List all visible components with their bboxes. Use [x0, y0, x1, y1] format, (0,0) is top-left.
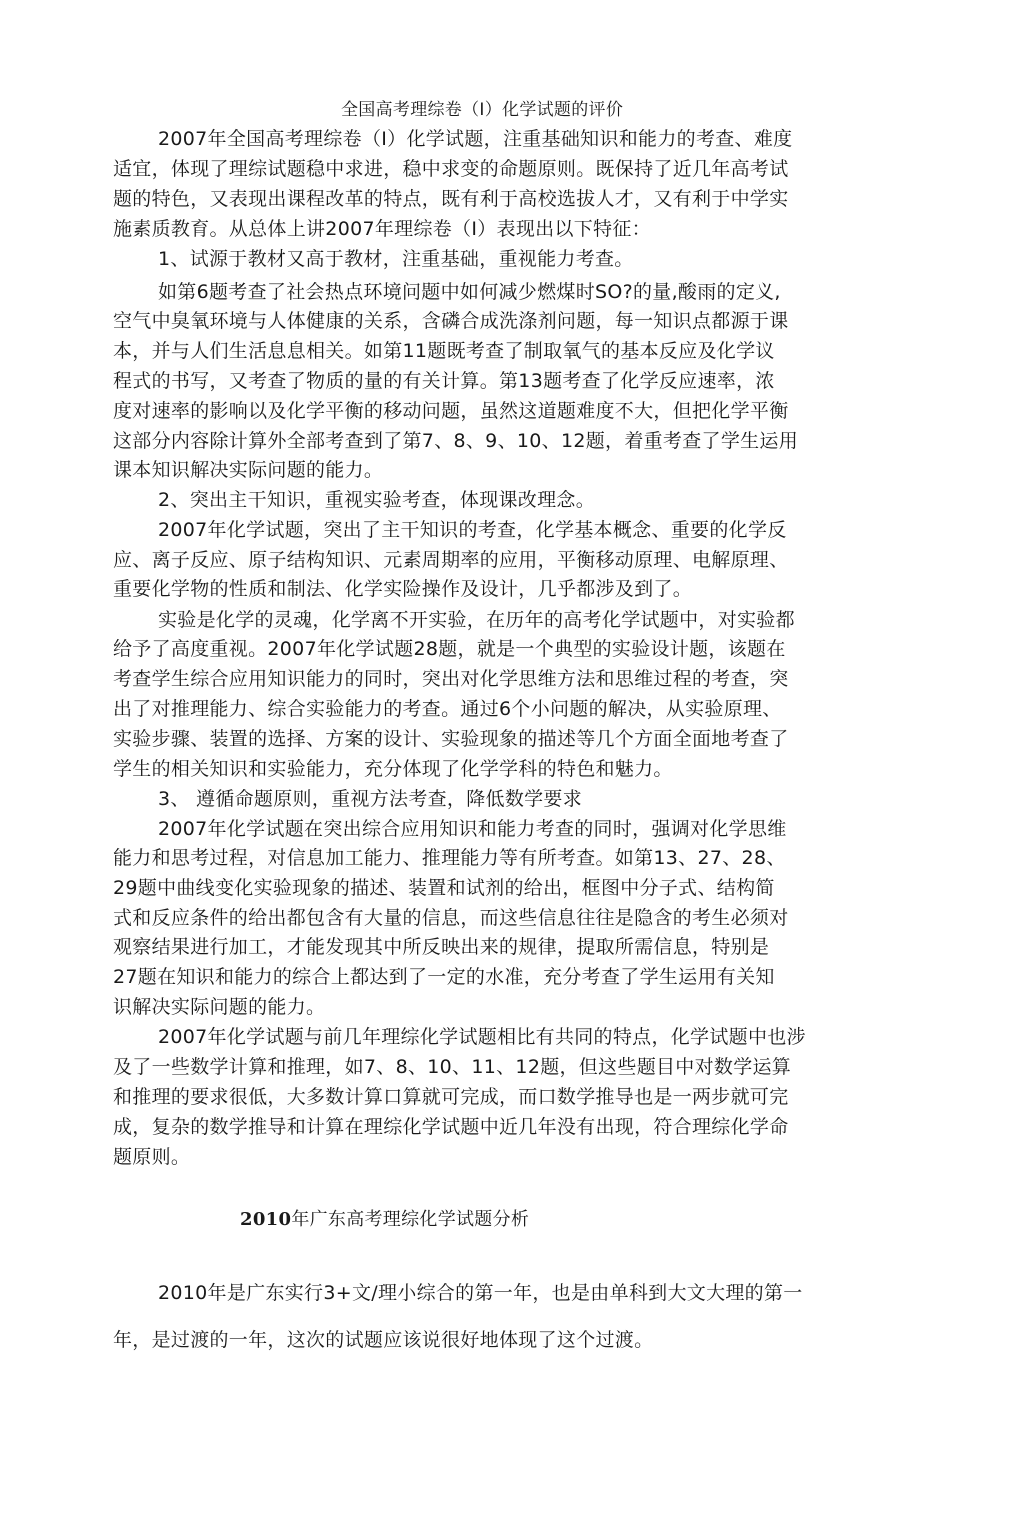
paragraph-line: 如第6题考查了社会热点环境问题中如何减少燃煤时SO?的量,酸雨的定义, [158, 281, 781, 303]
paragraph-line: 度对速率的影响以及化学平衡的移动问题，虽然这道题难度不大，但把化学平衡 [113, 400, 789, 422]
paragraph-line: 和推理的要求很低，大多数计算口算就可完成，而口数学推导也是一两步就可完 [113, 1086, 789, 1108]
paragraph-line: 程式的书写，又考查了物质的量的有关计算。第13题考查了化学反应速率，浓 [113, 370, 775, 392]
paragraph-line: 应、离子反应、原子结构知识、元素周期率的应用，平衡移动原理、电解原理、 [113, 549, 789, 571]
paragraph-line: 课本知识解决实际问题的能力。 [113, 459, 384, 481]
paragraph-line: 观察结果进行加工，才能发现其中所反映出来的规律，提取所需信息，特别是 [113, 936, 770, 958]
section-title-year: 2010 [240, 1209, 292, 1230]
paragraph-line: 及了一些数学计算和推理，如7、8、10、11、12题，但这些题目中对数学运算 [113, 1056, 792, 1078]
section-title-text: 年广东高考理综化学试题分析 [291, 1209, 530, 1230]
paragraph-line: 出了对推理能力、综合实验能力的考查。通过6个小问题的解决，从实验原理、 [113, 698, 782, 720]
paragraph-line: 2007年化学试题，突出了主干知识的考查，化学基本概念、重要的化学反 [158, 519, 787, 541]
paragraph-line: 适宜，体现了理综试题稳中求进，稳中求变的命题原则。既保持了近几年高考试 [113, 158, 789, 180]
paragraph-line: 29题中曲线变化实验现象的描述、装置和试剂的给出，框图中分子式、结构简 [113, 877, 775, 899]
section-heading: 3、 遵循命题原则，重视方法考查，降低数学要求 [158, 788, 583, 810]
paragraph-line: 27题在知识和能力的综合上都达到了一定的水准，充分考查了学生运用有关知 [113, 966, 775, 988]
paragraph-line: 实验是化学的灵魂，化学离不开实验，在历年的高考化学试题中，对实验都 [158, 609, 795, 631]
paragraph-line: 2007年化学试题在突出综合应用知识和能力考查的同时，强调对化学思维 [158, 818, 787, 840]
paragraph-line: 题的特色，又表现出课程改革的特点，既有利于高校选拔人才，又有利于中学实 [113, 188, 789, 210]
section-title [240, 1208, 529, 1232]
document-title: 全国高考理综卷（Ⅰ）化学试题的评价 [341, 100, 624, 120]
paragraph-line: 本，并与人们生活息息相关。如第11题既考查了制取氧气的基本反应及化学议 [113, 340, 775, 362]
paragraph-line: 给予了高度重视。2007年化学试题28题，就是一个典型的实验设计题，该题在 [113, 638, 786, 660]
section-heading: 2、突出主干知识，重视实验考查，体现课改理念。 [158, 489, 595, 511]
section-heading: 1、试源于教材又高于教材，注重基础，重视能力考查。 [158, 248, 634, 270]
paragraph-line: 实验步骤、装置的选择、方案的设计、实验现象的描述等几个方面全面地考查了 [113, 728, 789, 750]
paragraph-line: 题原则。 [113, 1146, 191, 1168]
paragraph-line: 式和反应条件的给出都包含有大量的信息，而这些信息往往是隐含的考生必须对 [113, 907, 789, 929]
paragraph-line: 学生的相关知识和实验能力，充分体现了化学学科的特色和魅力。 [113, 758, 673, 780]
paragraph-line: 空气中臭氧环境与人体健康的关系，含磷合成洗涤剂问题，每一知识点都源于课 [113, 310, 789, 332]
paragraph-line: 这部分内容除计算外全部考查到了第7、8、9、10、12题，着重考查了学生运用 [113, 430, 799, 452]
paragraph-line: 能力和思考过程，对信息加工能力、推理能力等有所考查。如第13、27、28、 [113, 847, 786, 869]
paragraph-line: 2010年是广东实行3+文/理小综合的第一年，也是由单科到大文大理的第一 [158, 1282, 803, 1304]
paragraph-line: 2007年化学试题与前几年理综化学试题相比有共同的特点，化学试题中也涉 [158, 1026, 806, 1048]
paragraph-line: 成，复杂的数学推导和计算在理综化学试题中近几年没有出现，符合理综化学命 [113, 1116, 789, 1138]
paragraph-line: 识解决实际问题的能力。 [113, 996, 326, 1018]
paragraph-line: 2007年全国高考理综卷（Ⅰ）化学试题，注重基础知识和能力的考查、难度 [158, 128, 793, 150]
paragraph-line: 考查学生综合应用知识能力的同时，突出对化学思维方法和思维过程的考查，突 [113, 668, 789, 690]
paragraph-line: 施素质教育。从总体上讲2007年理综卷（Ⅰ）表现出以下特征： [113, 218, 651, 240]
paragraph-line: 重要化学物的性质和制法、化学实险操作及设计，几乎都涉及到了。 [113, 578, 693, 600]
paragraph-line: 年，是过渡的一年，这次的试题应该说很好地体现了这个过渡。 [113, 1329, 654, 1351]
